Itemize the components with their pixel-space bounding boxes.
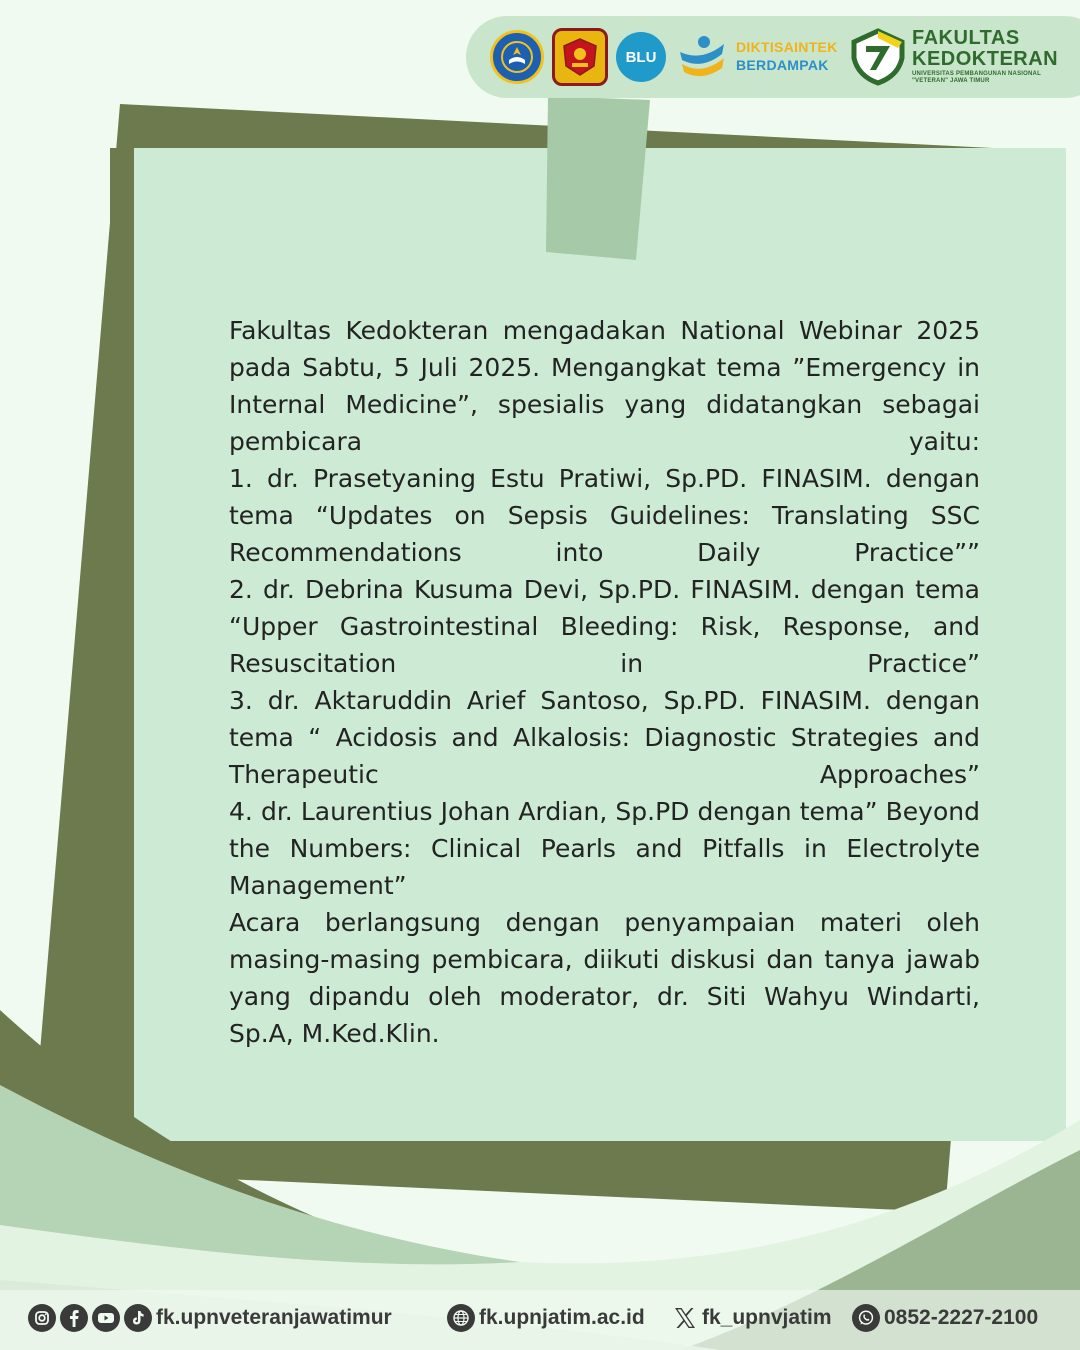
announcement-text bbox=[229, 312, 980, 1052]
faculty-line2: KEDOKTERAN bbox=[912, 48, 1059, 70]
social-media-link[interactable] bbox=[28, 1304, 392, 1332]
faculty-wordmark bbox=[912, 28, 1058, 85]
website-text: fk.upnjatim.ac.id bbox=[479, 1306, 645, 1329]
speaker-4: 4. dr. Laurentius Johan Ardian, Sp.PD dengan tema” Beyond the Numbers: Clinical Pearls and Pitfalls in Electrolyte Management” bbox=[229, 797, 980, 900]
x-handle-text: fk_upnvjatim bbox=[702, 1306, 832, 1329]
speaker-2: 2. dr. Debrina Kusuma Devi, Sp.PD. FINASIM. dengan tema “Upper Gastrointestinal Bleeding: Risk, Response, and Resuscitation in Practice” bbox=[229, 575, 980, 678]
tape-strip bbox=[546, 96, 650, 260]
blu-text: BLU bbox=[625, 48, 657, 66]
x-logo-icon bbox=[671, 1304, 699, 1332]
globe-icon bbox=[447, 1304, 475, 1332]
website-link[interactable] bbox=[447, 1304, 645, 1332]
closing-paragraph: Acara berlangsung dengan penyampaian materi oleh masing-masing pembicara, diikuti diskusi dan tanya jawab yang dipandu oleh moderator, dr. Siti Wahyu Windarti, Sp.A, M.Ked.Klin. bbox=[229, 908, 980, 1048]
social-handle-text: fk.upnveteranjawatimur bbox=[156, 1306, 392, 1329]
x-profile-link[interactable] bbox=[671, 1304, 832, 1332]
faculty-line4: "VETERAN" JAWA TIMUR bbox=[912, 78, 990, 84]
diktisaintek-logo-icon bbox=[676, 30, 728, 84]
faculty-shield-icon bbox=[850, 28, 906, 86]
blu-logo-icon bbox=[616, 32, 666, 82]
footer-contacts bbox=[28, 1298, 1068, 1342]
instagram-icon bbox=[28, 1304, 56, 1332]
spiral-stripe bbox=[110, 148, 134, 1141]
diktisaintek-line2: BERDAMPAK bbox=[736, 57, 829, 73]
whatsapp-icon bbox=[852, 1304, 880, 1332]
phone-text: 0852-2227-2100 bbox=[884, 1306, 1039, 1329]
diktisaintek-line1: DIKTISAINTEK bbox=[736, 39, 838, 55]
youtube-icon bbox=[92, 1304, 120, 1332]
upn-seal-icon bbox=[552, 28, 608, 86]
faculty-line3: UNIVERSITAS PEMBANGUNAN NASIONAL bbox=[912, 71, 1041, 77]
speaker-3: 3. dr. Aktaruddin Arief Santoso, Sp.PD. FINASIM. dengan tema “ Acidosis and Alkalosis: Diagnostic Strategies and Therapeutic Approaches” bbox=[229, 686, 980, 789]
faculty-line1: FAKULTAS bbox=[912, 27, 1020, 49]
diktisaintek-wordmark bbox=[736, 38, 838, 74]
kemdikbud-seal-icon bbox=[490, 30, 544, 84]
speaker-1: 1. dr. Prasetyaning Estu Pratiwi, Sp.PD. FINASIM. dengan tema “Updates on Sepsis Guidelines: Translating SSC Recommendations into Daily Practice”” bbox=[229, 464, 980, 567]
header-logo-bar bbox=[466, 16, 1080, 98]
intro-paragraph: Fakultas Kedokteran mengadakan National Webinar 2025 pada Sabtu, 5 Juli 2025. Mengangkat tema ”Emergency in Internal Medicine”, spesialis yang didatangkan sebagai pembicara yaitu: bbox=[229, 316, 980, 456]
facebook-icon bbox=[60, 1304, 88, 1332]
whatsapp-link[interactable] bbox=[852, 1304, 1038, 1332]
tiktok-icon bbox=[124, 1304, 152, 1332]
